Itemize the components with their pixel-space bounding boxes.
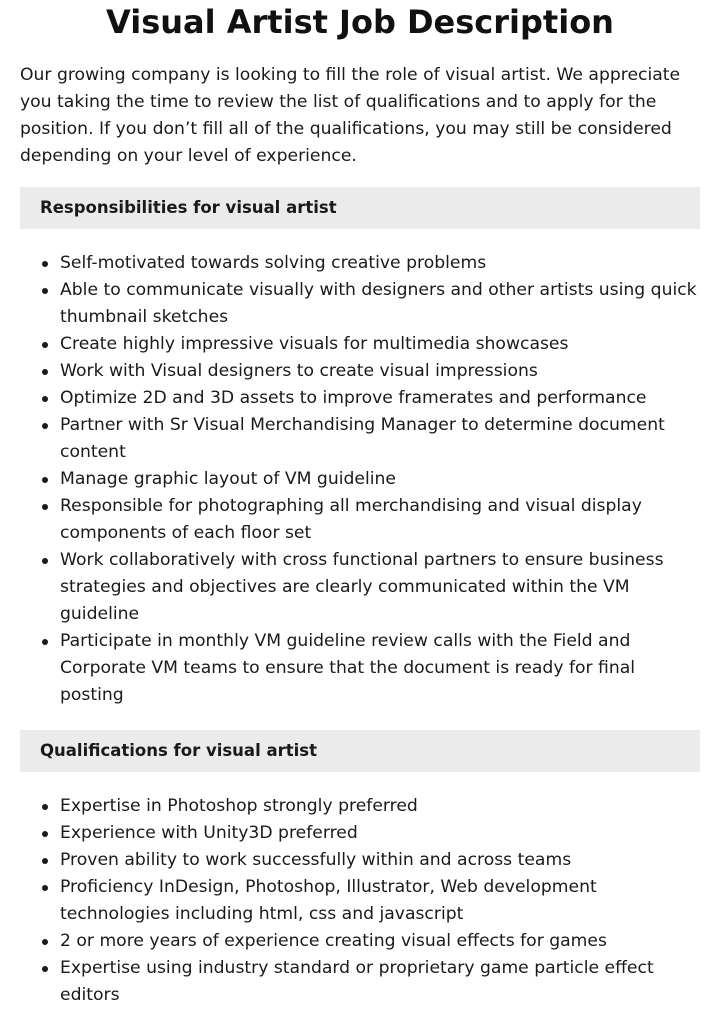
list-item: Proficiency InDesign, Photoshop, Illustrator, Web development technologies including html, css and javascript bbox=[60, 874, 700, 928]
list-item: Able to communicate visually with designers and other artists using quick thumbnail sketches bbox=[60, 277, 700, 331]
list-item: Work collaboratively with cross functional partners to ensure business strategies and objectives are clearly communicated within the VM guideline bbox=[60, 547, 700, 628]
intro-paragraph: Our growing company is looking to fill the role of visual artist. We appreciate you taking the time to review the list of qualifications and to apply for the position. If you don’t fill all of the qualifications, you may still be considered depending on your level of experience. bbox=[20, 65, 681, 166]
qualifications-heading: Qualifications for visual artist bbox=[20, 730, 700, 772]
list-item: Responsible for photographing all merchandising and visual display components of each floor set bbox=[60, 493, 700, 547]
list-item: Self-motivated towards solving creative problems bbox=[60, 250, 700, 277]
responsibilities-list bbox=[20, 250, 700, 709]
list-item: 2 or more years of experience creating visual effects for games bbox=[60, 928, 700, 955]
list-item: Partner with Sr Visual Merchandising Manager to determine document content bbox=[60, 412, 700, 466]
list-item: Work with Visual designers to create visual impressions bbox=[60, 358, 700, 385]
list-item: Proven ability to work successfully within and across teams bbox=[60, 847, 700, 874]
list-item: Create highly impressive visuals for multimedia showcases bbox=[60, 331, 700, 358]
page-title: Visual Artist Job Description bbox=[106, 3, 614, 41]
list-item: Optimize 2D and 3D assets to improve framerates and performance bbox=[60, 385, 700, 412]
responsibilities-heading: Responsibilities for visual artist bbox=[20, 187, 700, 229]
list-item: Expertise in Photoshop strongly preferred bbox=[60, 793, 700, 820]
qualifications-list bbox=[20, 793, 700, 1009]
list-item: Participate in monthly VM guideline review calls with the Field and Corporate VM teams to ensure that the document is ready for final posting bbox=[60, 628, 700, 709]
list-item: Experience with Unity3D preferred bbox=[60, 820, 700, 847]
list-item: Expertise using industry standard or proprietary game particle effect editors bbox=[60, 955, 700, 1009]
list-item: Manage graphic layout of VM guideline bbox=[60, 466, 700, 493]
